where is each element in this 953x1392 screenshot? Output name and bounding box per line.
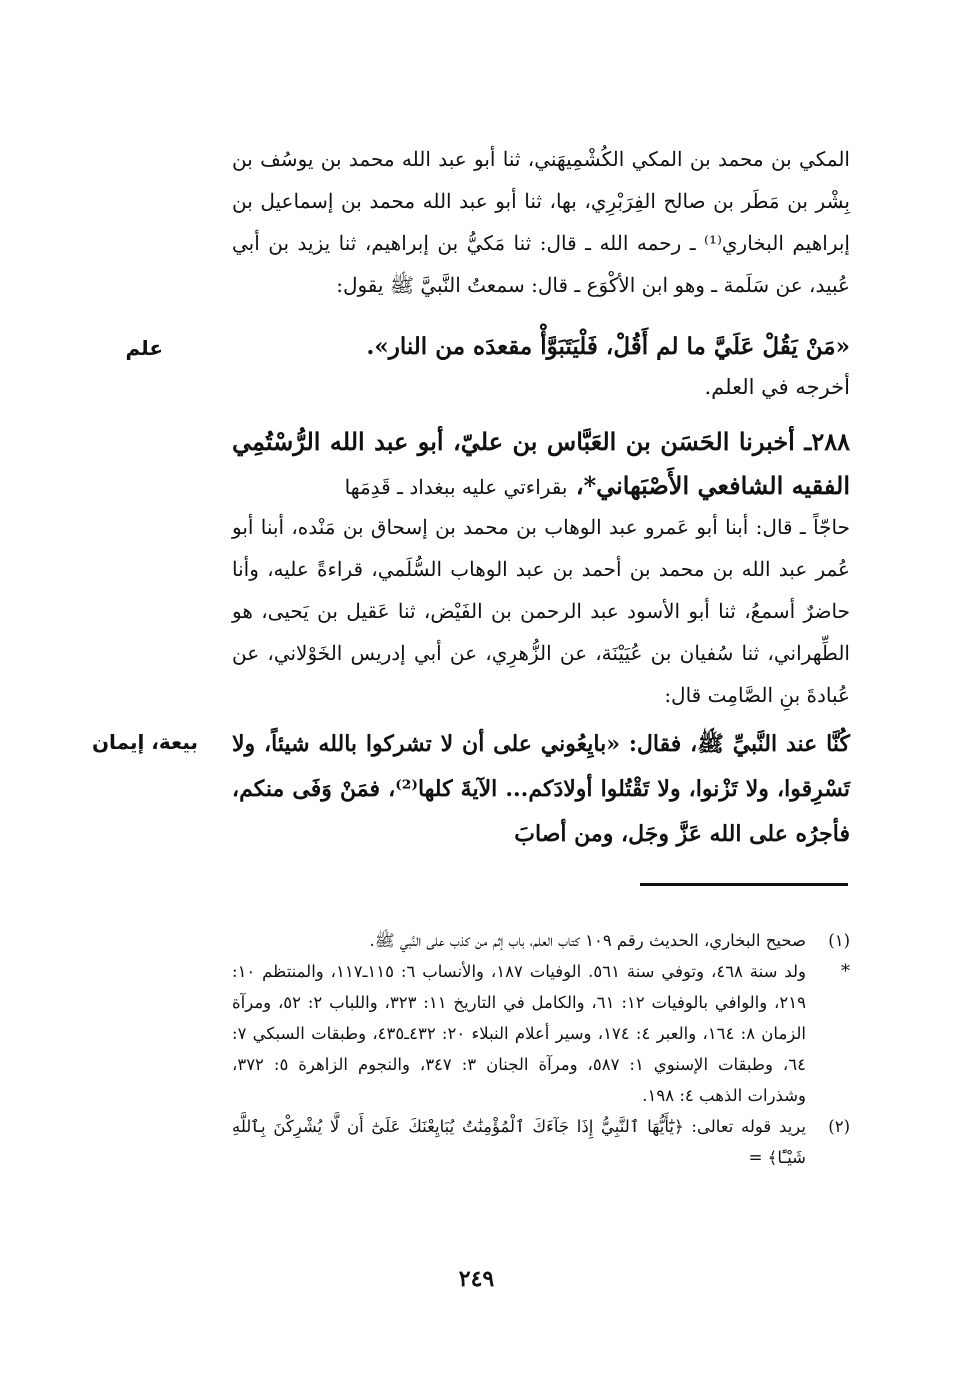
hadith-text-2: كُنَّا عند النَّبيِّ ﷺ، فقال: «بايِعُوني على أن لا تشركوا بالله شيئاً، ولا تَسْرِقوا، ولا تَزْنوا، ولا تَقْتُلوا أولادَكم... الآيةَ كلها⁽²⁾، فمَنْ وَفَى منكم، فأجرُه على الله عَزَّ وجَل، ومن أصابَ — [232, 731, 851, 847]
entry-heading-title: ٢٨٨ـ أخبرنا الحَسَن بن العَبَّاس بن عليّ، أبو عبد الله الرُّسْتُمِي الفقيه الشافعي الأَصْبَهاني*، — [232, 427, 850, 500]
margin-topic-note: بيعة، إيمان — [91, 730, 198, 754]
footnotes — [232, 925, 850, 1173]
hadith-text-1: «مَنْ يَقُلْ عَلَيَّ ما لم أَقُلْ، فَلْيَتَبَوَّأْ مقعدَه من النار». — [366, 333, 850, 360]
footnote-text: صحيح البخاري، الحديث رقم ١٠٩ كتاب العلم، باب إثم من كذب على النَّبي ﷺ. — [369, 931, 806, 950]
page-number: ٢٤٩ — [458, 1266, 495, 1292]
takhrij-note: أخرجه في العلم. — [704, 375, 850, 399]
footnote-text: يريد قوله تعالى: ﴿يَٰٓأَيُّهَا ٱلنَّبِيُّ إِذَا جَآءَكَ ٱلْمُؤْمِنَٰتُ يُبَايِعْنَكَ عَلَىٰٓ أَن لَّا يُشْرِكْنَ بِٱللَّهِ شَيْـًٔا﴾ = — [232, 1117, 806, 1167]
footnote-mark: (١) — [828, 931, 850, 950]
footnote-divider — [640, 883, 848, 886]
footnote-text: ولد سنة ٤٦٨، وتوفي سنة ٥٦١. الوفيات ١٨٧، والأنساب ٦: ١١٥ـ١١٧، والمنتظم ١٠: ٢١٩، والوافي بالوفيات ١٢: ٦١، والكامل في التاريخ ١١: ٣٢٣، واللباب ٢: ٥٢، ومرآة الزمان ٨: ١٦٤، والعبر ٤: ١٧٤، وسير أعلام النبلاء ٢٠: ٤٣٢ـ٤٣٥، وطبقات السبكي ٧: ٦٤، وطبقات الإسنوي ١: ٥٨٧، ومرآة الجنان ٣: ٣٤٧، والنجوم الزاهرة ٥: ٣٧٢، وشذرات الذهب ٤: ١٩٨. — [232, 962, 806, 1105]
entry-isnad: حاجّاً ـ قال: أبنا أبو عَمرو عبد الوهاب بن محمد بن إسحاق بن مَنْده، أبنا أبو عُمر عبد الله بن محمد بن أحمد بن عبد الوهاب السُّلَمي، قراءةً عليه، وأنا حاضرٌ أسمعُ، ثنا أبو الأسود عبد الرحمن بن الفَيْض، ثنا عَقيل بن يَحيى، هو الطِّهراني، ثنا سُفيان بن عُيَيْنَة، عن الزُّهرِي، عن أبي إدريس الخَوْلاني، عن عُبادةَ بنِ الصَّامِت قال: — [232, 515, 850, 707]
footnote-mark: * — [841, 961, 850, 982]
entry-heading-tail: بقراءتي عليه ببغداد ـ قَدِمَها — [344, 475, 568, 499]
margin-topic-note: علم — [125, 336, 163, 360]
footnote — [232, 956, 850, 1111]
isnad-paragraph: المكي بن محمد بن المكي الكُشْمِيهَني، ثنا أبو عبد الله محمد بن يوسُف بن بِشْر بن مَطَر بن صالح الفِرَبْرِي، بها، ثنا أبو عبد الله محمد بن إسماعيل بن إبراهيم البخاري⁽¹⁾ ـ رحمه الله ـ قال: ثنا مَكيُّ بن إبراهيم، ثنا يزيد بن أبي عُبيد، عن سَلَمة ـ وهو ابن الأكْوَع ـ قال: سمعتُ النَّبيَّ ﷺ يقول: — [232, 147, 850, 297]
footnote — [232, 1111, 850, 1173]
footnote-mark: (٢) — [828, 1117, 850, 1136]
footnote — [232, 925, 850, 956]
entry-heading — [232, 420, 850, 509]
